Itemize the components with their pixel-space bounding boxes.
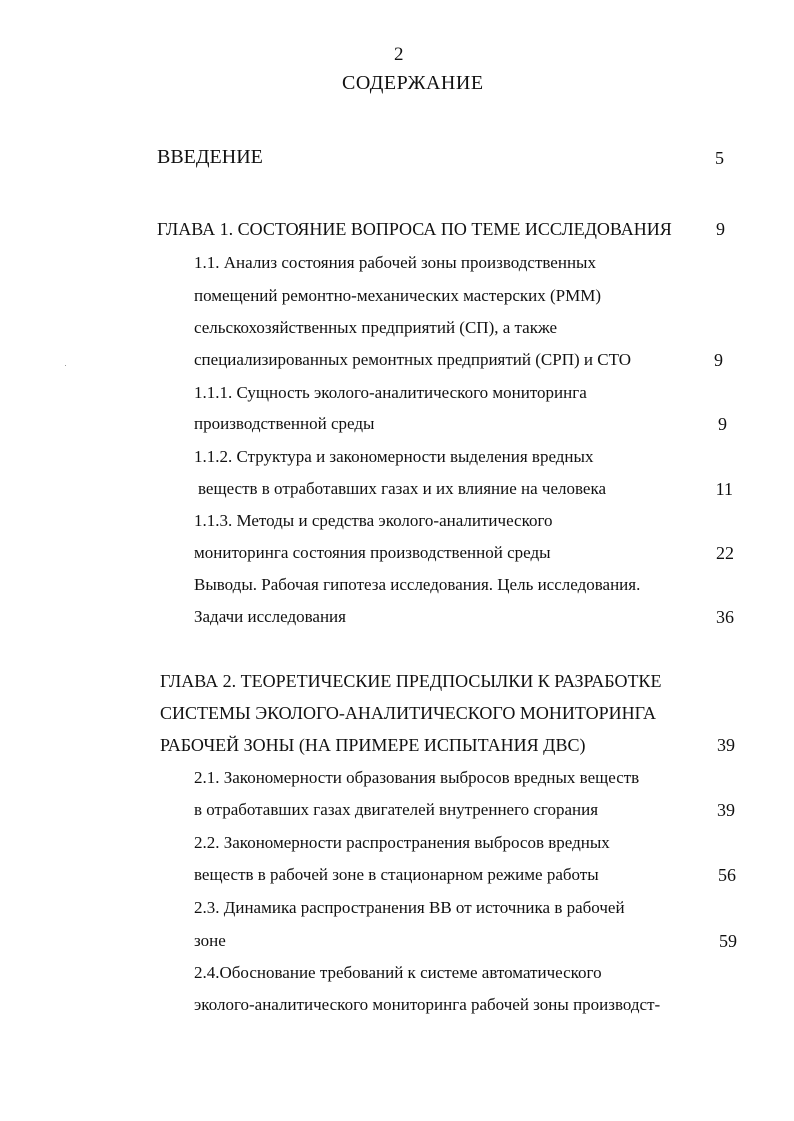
scan-speck [65, 365, 66, 366]
section-2-2-line-1: 2.2. Закономерности распространения выбросов вредных [194, 833, 610, 852]
section-1-1-1-line-2: производственной среды [194, 414, 375, 433]
chapter1-heading: ГЛАВА 1. СОСТОЯНИЕ ВОПРОСА ПО ТЕМЕ ИССЛЕДОВАНИЯ [157, 219, 672, 239]
section-1-1-line-2: помещений ремонтно-механических мастерских (РММ) [194, 286, 601, 305]
section-1-1-2-line-2: веществ в отработавших газах и их влияние на человека [198, 479, 606, 498]
section-2-3-line-2: зоне [194, 931, 226, 950]
page-title: СОДЕРЖАНИЕ [342, 72, 484, 94]
section-2-4-line-1: 2.4.Обоснование требований к системе автоматического [194, 963, 602, 982]
chapter2-heading-line-3: РАБОЧЕЙ ЗОНЫ (НА ПРИМЕРЕ ИСПЫТАНИЯ ДВС) [160, 735, 586, 755]
chapter1-page: 9 [716, 219, 725, 239]
section-2-4-line-2: эколого-аналитического мониторинга рабочей зоны производст- [194, 995, 661, 1014]
section-1-1-3-page: 22 [716, 543, 734, 563]
conclusions-page: 36 [716, 607, 734, 627]
section-2-3-line-1: 2.3. Динамика распространения ВВ от источника в рабочей [194, 898, 625, 917]
section-2-1-line-2: в отработавших газах двигателей внутреннего сгорания [194, 800, 599, 819]
conclusions-line-2: Задачи исследования [194, 607, 346, 626]
chapter2-heading-line-2: СИСТЕМЫ ЭКОЛОГО-АНАЛИТИЧЕСКОГО МОНИТОРИНГА [160, 703, 657, 723]
section-1-1-2-page: 11 [715, 479, 733, 499]
section-1-1-2-line-1: 1.1.2. Структура и закономерности выделения вредных [194, 447, 594, 466]
section-1-1-3-line-1: 1.1.3. Методы и средства эколого-аналитического [194, 511, 553, 530]
section-2-2-page: 56 [718, 865, 736, 885]
section-2-1-line-1: 2.1. Закономерности образования выбросов вредных веществ [194, 768, 640, 787]
section-1-1-1-page: 9 [718, 414, 727, 434]
section-1-1-page: 9 [714, 350, 723, 370]
section-2-2-line-2: веществ в рабочей зоне в стационарном режиме работы [194, 865, 599, 884]
section-2-3-page: 59 [719, 931, 737, 951]
toc-intro-label: ВВЕДЕНИЕ [157, 146, 263, 168]
section-1-1-line-3: сельскохозяйственных предприятий (СП), а также [194, 318, 558, 337]
section-1-1-line-4: специализированных ремонтных предприятий (СРП) и СТО [194, 350, 632, 369]
section-1-1-1-line-1: 1.1.1. Сущность эколого-аналитического мониторинга [194, 383, 587, 402]
section-2-1-page: 39 [717, 800, 735, 820]
section-1-1-line-1: 1.1. Анализ состояния рабочей зоны производственных [194, 253, 596, 272]
chapter2-page: 39 [717, 735, 735, 755]
page-number: 2 [394, 44, 404, 65]
chapter2-heading-line-1: ГЛАВА 2. ТЕОРЕТИЧЕСКИЕ ПРЕДПОСЫЛКИ К РАЗРАБОТКЕ [160, 671, 662, 691]
toc-intro-page: 5 [715, 148, 724, 168]
conclusions-line-1: Выводы. Рабочая гипотеза исследования. Цель исследования. [194, 575, 641, 594]
section-1-1-3-line-2: мониторинга состояния производственной среды [194, 543, 551, 562]
